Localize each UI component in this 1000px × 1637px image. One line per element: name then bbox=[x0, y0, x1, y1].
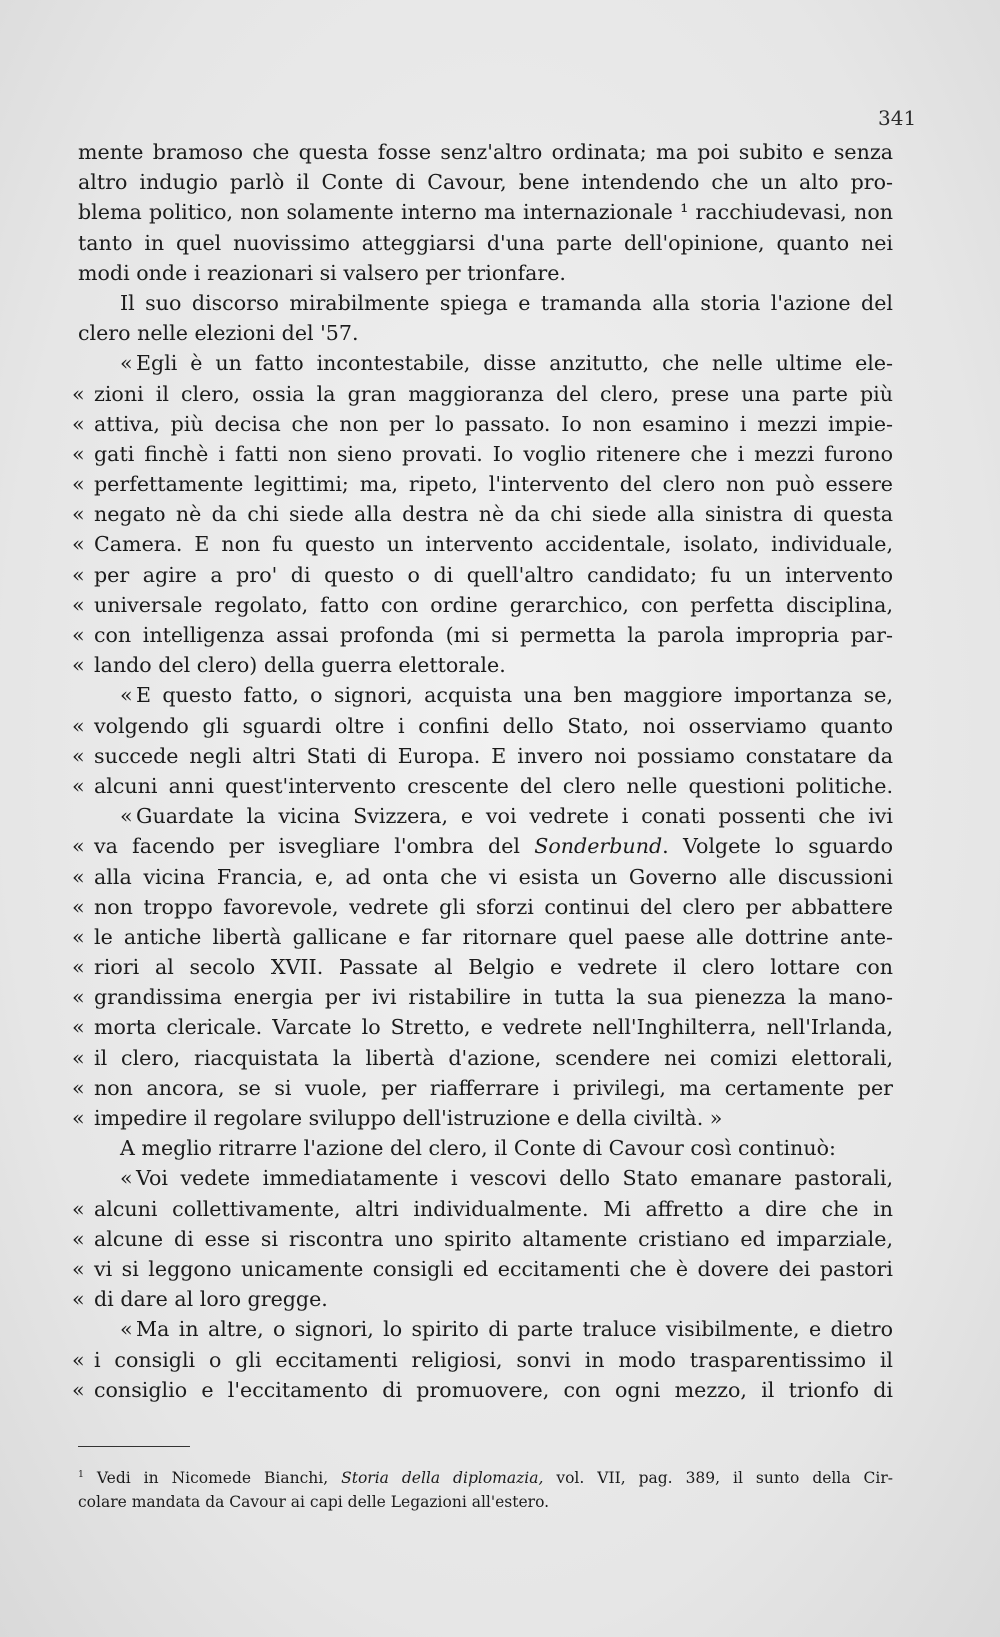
text-line: « non troppo favorevole, vedrete gli sforzi continui del clero per abbattere bbox=[78, 892, 893, 922]
text-line: « di dare al loro gregge. bbox=[78, 1284, 893, 1314]
text-line: « lando del clero) della guerra elettorale. bbox=[78, 650, 893, 680]
text-line: modi onde i reazionari si valsero per trionfare. bbox=[78, 260, 566, 285]
footnotes bbox=[78, 1466, 893, 1514]
text-line: « Camera. E non fu questo un intervento accidentale, isolato, individuale, bbox=[78, 529, 893, 559]
body-text bbox=[78, 137, 893, 1405]
footnote-line: colare mandata da Cavour ai capi delle Legazioni all'estero. bbox=[78, 1493, 550, 1511]
text-line: « grandissima energia per ivi ristabilire in tutta la sua pienezza la mano- bbox=[78, 982, 893, 1012]
text-line: « alcuni collettivamente, altri individualmente. Mi affretto a dire che in bbox=[78, 1194, 893, 1224]
text-line: « i consigli o gli eccitamenti religiosi, sonvi in modo trasparentissimo il bbox=[78, 1345, 893, 1375]
text-line: « volgendo gli sguardi oltre i confini dello Stato, noi osserviamo quanto bbox=[78, 711, 893, 741]
text-line: « non ancora, se si vuole, per riafferrare i privilegi, ma certamente per bbox=[78, 1073, 893, 1103]
footnote-book-title: Storia della diplomazia, bbox=[341, 1469, 544, 1487]
text-line: « alcuni anni quest'intervento crescente del clero nelle questioni politiche. bbox=[78, 771, 893, 801]
text-line: « attiva, più decisa che non per lo passato. Io non esamino i mezzi impie- bbox=[78, 409, 893, 439]
text-line: « zioni il clero, ossia la gran maggioranza del clero, prese una parte più bbox=[78, 379, 893, 409]
text-line: « gati finchè i fatti non sieno provati. Io voglio ritenere che i mezzi furono bbox=[78, 439, 893, 469]
text-line: « Voi vedete immediatamente i vescovi dello Stato emanare pastorali, bbox=[78, 1163, 893, 1193]
text-line: A meglio ritrarre l'azione del clero, il Conte di Cavour così continuò: bbox=[120, 1136, 836, 1161]
footnote-line: $^1$ Vedi in Nicomede Bianchi, Storia della diplomazia, vol. VII, pag. 389, il sunto della Cir- bbox=[78, 1468, 894, 1487]
text-line: « E questo fatto, o signori, acquista una ben maggiore importanza se, bbox=[78, 680, 893, 710]
text-line: « succede negli altri Stati di Europa. E invero noi possiamo constatare da bbox=[78, 741, 893, 771]
text-line: Il suo discorso mirabilmente spiega e tramanda alla storia l'azione del bbox=[120, 290, 893, 315]
text-line: mente bramoso che questa fosse senz'altro ordinata; ma poi subito e senza bbox=[78, 140, 893, 164]
text-line: « impedire il regolare sviluppo dell'istruzione e della civiltà. » bbox=[78, 1103, 893, 1133]
text-line: « perfettamente legittimi; ma, ripeto, l'intervento del clero non può essere bbox=[78, 469, 893, 499]
text-line: « alcune di esse si riscontra uno spirito altamente cristiano ed imparziale, bbox=[78, 1224, 893, 1254]
text-line: « vi si leggono unicamente consigli ed eccitamenti che è dovere dei pastori bbox=[78, 1254, 893, 1284]
text-line: « le antiche libertà gallicane e far ritornare quel paese alle dottrine ante- bbox=[78, 922, 893, 952]
text-line: « va facendo per isvegliare l'ombra del Sonderbund. Volgete lo sguardo bbox=[78, 831, 893, 861]
footnote-rule bbox=[78, 1446, 190, 1447]
text-line: « negato nè da chi siede alla destra nè da chi siede alla sinistra di questa bbox=[78, 499, 893, 529]
footnote-marker: 1 bbox=[78, 1468, 84, 1480]
text-line: altro indugio parlò il Conte di Cavour, bene intendendo che un alto pro- bbox=[78, 170, 893, 195]
text-line: « morta clericale. Varcate lo Stretto, e vedrete nell'Inghilterra, nell'Irlanda, bbox=[78, 1012, 893, 1042]
text-line: « per agire a pro' di questo o di quell'altro candidato; fu un intervento bbox=[78, 560, 893, 590]
text-line: « il clero, riacquistata la libertà d'azione, scendere nei comizi elettorali, bbox=[78, 1043, 893, 1073]
text-line: « alla vicina Francia, e, ad onta che vi esista un Governo alle discussioni bbox=[78, 862, 893, 892]
text-line: tanto in quel nuovissimo atteggiarsi d'una parte dell'opinione, quanto nei bbox=[78, 230, 893, 255]
text-line: « universale regolato, fatto con ordine gerarchico, con perfetta disciplina, bbox=[78, 590, 893, 620]
text-line: « Ma in altre, o signori, lo spirito di parte traluce visibilmente, e dietro bbox=[78, 1314, 893, 1344]
text-line: blema politico, non solamente interno ma internazionale ¹ racchiudevasi, non bbox=[78, 200, 893, 225]
text-line: « Guardate la vicina Svizzera, e voi vedrete i conati possenti che ivi bbox=[78, 801, 893, 831]
italic-term: Sonderbund bbox=[534, 834, 663, 859]
text-line: « consiglio e l'eccitamento di promuovere, con ogni mezzo, il trionfo di bbox=[78, 1375, 893, 1405]
text-line: « con intelligenza assai profonda (mi si permetta la parola impropria par- bbox=[78, 620, 893, 650]
page-number: 341 bbox=[878, 106, 917, 130]
text-line: clero nelle elezioni del '57. bbox=[78, 321, 359, 346]
text-line: « riori al secolo XVII. Passate al Belgio e vedrete il clero lottare con bbox=[78, 952, 893, 982]
text-line: « Egli è un fatto incontestabile, disse anzitutto, che nelle ultime ele- bbox=[78, 348, 893, 378]
